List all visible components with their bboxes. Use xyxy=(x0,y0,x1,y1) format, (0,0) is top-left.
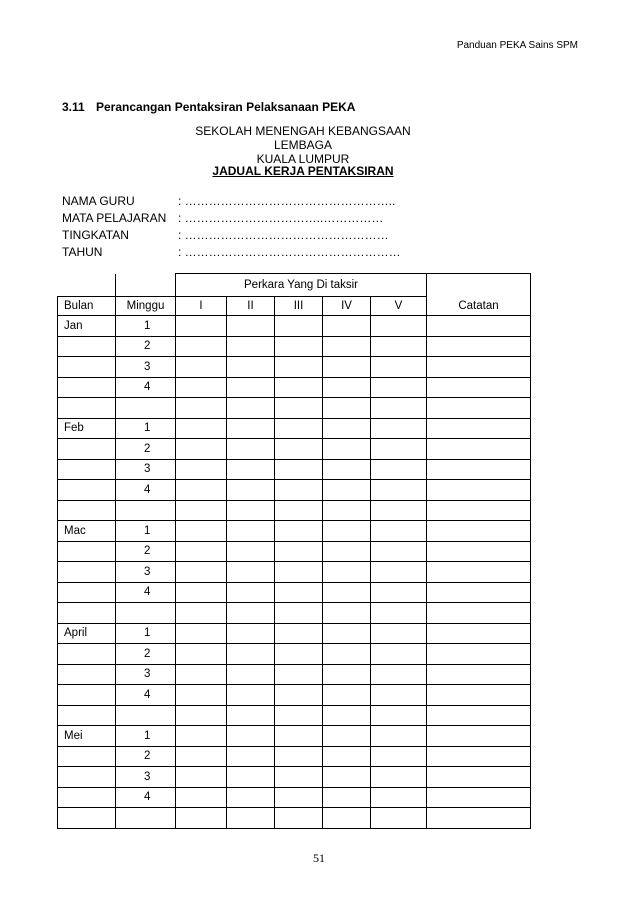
month-cell xyxy=(58,541,116,562)
assessment-cell xyxy=(275,521,323,542)
assessment-cell xyxy=(227,316,275,337)
assessment-cell xyxy=(371,357,427,378)
assessment-cell xyxy=(176,582,227,603)
assessment-cell xyxy=(371,377,427,398)
assessment-cell xyxy=(227,541,275,562)
week-cell xyxy=(116,398,176,419)
month-cell xyxy=(58,439,116,460)
assessment-cell xyxy=(323,705,371,726)
assessment-cell xyxy=(275,377,323,398)
notes-cell xyxy=(427,808,531,829)
notes-cell xyxy=(427,418,531,439)
assessment-cell xyxy=(371,664,427,685)
table-row xyxy=(58,746,531,767)
week-cell: 2 xyxy=(116,439,176,460)
assessment-cell xyxy=(371,562,427,583)
week-cell: 2 xyxy=(116,746,176,767)
week-cell: 4 xyxy=(116,787,176,808)
notes-cell xyxy=(427,480,531,501)
assessment-cell xyxy=(323,787,371,808)
assessment-cell xyxy=(275,418,323,439)
notes-cell xyxy=(427,787,531,808)
week-cell: 1 xyxy=(116,316,176,337)
school-name-line2: KUALA LUMPUR xyxy=(256,152,350,166)
notes-cell xyxy=(427,316,531,337)
assessment-cell xyxy=(275,644,323,665)
week-cell: 4 xyxy=(116,480,176,501)
assessment-cell xyxy=(323,623,371,644)
assessment-cell xyxy=(176,500,227,521)
assessment-cell xyxy=(227,582,275,603)
assessment-cell xyxy=(176,767,227,788)
week-cell: 3 xyxy=(116,562,176,583)
table-row xyxy=(58,377,531,398)
month-cell xyxy=(58,562,116,583)
month-cell xyxy=(58,808,116,829)
assessment-cell xyxy=(176,480,227,501)
assessment-cell xyxy=(371,705,427,726)
assessment-cell xyxy=(323,767,371,788)
assessment-cell xyxy=(275,541,323,562)
assessment-cell xyxy=(176,357,227,378)
assessment-cell xyxy=(176,603,227,624)
assessment-cell xyxy=(176,398,227,419)
month-cell: Mei xyxy=(58,726,116,747)
assessment-cell xyxy=(323,398,371,419)
field-teacher-name xyxy=(62,194,401,211)
month-cell xyxy=(58,746,116,767)
week-cell: 2 xyxy=(116,541,176,562)
assessment-cell xyxy=(371,439,427,460)
assessment-cell xyxy=(275,603,323,624)
assessment-cell xyxy=(176,664,227,685)
assessment-cell xyxy=(275,746,323,767)
assessment-cell xyxy=(275,459,323,480)
table-row xyxy=(58,316,531,337)
month-cell: Feb xyxy=(58,418,116,439)
notes-cell xyxy=(427,685,531,706)
table-header-row-1 xyxy=(58,274,531,297)
assessment-cell xyxy=(371,582,427,603)
assessment-cell xyxy=(371,541,427,562)
table-row xyxy=(58,439,531,460)
notes-cell xyxy=(427,562,531,583)
group-header: Perkara Yang Di taksir xyxy=(176,274,427,297)
assessment-cell xyxy=(176,787,227,808)
week-cell: 1 xyxy=(116,726,176,747)
assessment-cell xyxy=(275,767,323,788)
table-row xyxy=(58,787,531,808)
assessment-cell xyxy=(323,808,371,829)
field-value: : ……………………………..…………… xyxy=(178,211,384,225)
week-cell: 3 xyxy=(116,357,176,378)
assessment-cell xyxy=(323,664,371,685)
table-row xyxy=(58,767,531,788)
assessment-cell xyxy=(323,746,371,767)
header-col-5: V xyxy=(371,297,427,316)
assessment-cell xyxy=(275,787,323,808)
header-col-2: II xyxy=(227,297,275,316)
week-cell: 1 xyxy=(116,521,176,542)
section-title: Perancangan Pentaksiran Pelaksanaan PEKA xyxy=(96,100,356,114)
table-row xyxy=(58,582,531,603)
month-cell xyxy=(58,787,116,808)
empty-header-cell xyxy=(58,274,116,297)
assessment-cell xyxy=(323,582,371,603)
assessment-cell xyxy=(371,726,427,747)
assessment-cell xyxy=(275,726,323,747)
month-cell xyxy=(58,685,116,706)
school-name-line1: SEKOLAH MENENGAH KEBANGSAAN LEMBAGA xyxy=(195,124,411,152)
assessment-cell xyxy=(227,398,275,419)
page-number: 51 xyxy=(313,851,325,865)
assessment-cell xyxy=(227,623,275,644)
week-cell xyxy=(116,808,176,829)
month-cell xyxy=(58,357,116,378)
assessment-cell xyxy=(323,562,371,583)
assessment-cell xyxy=(227,500,275,521)
assessment-cell xyxy=(371,603,427,624)
assessment-cell xyxy=(275,685,323,706)
assessment-cell xyxy=(227,644,275,665)
assessment-cell xyxy=(275,439,323,460)
month-cell xyxy=(58,377,116,398)
notes-cell xyxy=(427,439,531,460)
spacer-row xyxy=(58,398,531,419)
assessment-cell xyxy=(275,562,323,583)
assessment-cell xyxy=(176,808,227,829)
month-cell xyxy=(58,459,116,480)
table-row xyxy=(58,357,531,378)
assessment-cell xyxy=(371,480,427,501)
header-col-3: III xyxy=(275,297,323,316)
assessment-cell xyxy=(176,541,227,562)
table-row xyxy=(58,623,531,644)
assessment-cell xyxy=(227,562,275,583)
assessment-cell xyxy=(275,582,323,603)
empty-header-cell xyxy=(427,274,531,297)
assessment-cell xyxy=(371,398,427,419)
assessment-cell xyxy=(275,664,323,685)
assessment-cell xyxy=(176,377,227,398)
spacer-row xyxy=(58,808,531,829)
assessment-cell xyxy=(323,541,371,562)
notes-cell xyxy=(427,377,531,398)
field-year xyxy=(62,245,401,262)
assessment-cell xyxy=(323,418,371,439)
document-title xyxy=(178,164,428,178)
field-label: TINGKATAN xyxy=(62,228,129,242)
assessment-cell xyxy=(176,726,227,747)
header-month: Bulan xyxy=(58,297,116,316)
notes-cell xyxy=(427,582,531,603)
assessment-cell xyxy=(323,336,371,357)
month-cell xyxy=(58,336,116,357)
assessment-cell xyxy=(227,439,275,460)
field-form xyxy=(62,228,401,245)
week-cell: 4 xyxy=(116,582,176,603)
document-title-text: JADUAL KERJA PENTAKSIRAN xyxy=(212,164,394,178)
assessment-cell xyxy=(227,705,275,726)
notes-cell xyxy=(427,357,531,378)
table-row xyxy=(58,336,531,357)
month-cell xyxy=(58,603,116,624)
week-cell xyxy=(116,705,176,726)
assessment-cell xyxy=(227,746,275,767)
notes-cell xyxy=(427,644,531,665)
info-fields xyxy=(62,194,401,262)
notes-cell xyxy=(427,398,531,419)
assessment-cell xyxy=(275,398,323,419)
table-row xyxy=(58,418,531,439)
week-cell: 4 xyxy=(116,377,176,398)
assessment-cell xyxy=(275,808,323,829)
assessment-cell xyxy=(371,685,427,706)
assessment-cell xyxy=(371,623,427,644)
table-row xyxy=(58,459,531,480)
table-row xyxy=(58,644,531,665)
notes-cell xyxy=(427,623,531,644)
assessment-cell xyxy=(371,644,427,665)
assessment-cell xyxy=(371,787,427,808)
assessment-cell xyxy=(176,685,227,706)
assessment-cell xyxy=(176,336,227,357)
assessment-cell xyxy=(227,808,275,829)
header-col-1: I xyxy=(176,297,227,316)
assessment-cell xyxy=(227,685,275,706)
empty-header-cell xyxy=(116,274,176,297)
assessment-cell xyxy=(227,480,275,501)
assessment-cell xyxy=(275,336,323,357)
section-heading xyxy=(62,100,355,114)
notes-cell xyxy=(427,746,531,767)
assessment-cell xyxy=(275,623,323,644)
assessment-cell xyxy=(371,316,427,337)
week-cell: 1 xyxy=(116,623,176,644)
assessment-cell xyxy=(227,418,275,439)
assessment-cell xyxy=(323,726,371,747)
assessment-cell xyxy=(371,767,427,788)
month-cell xyxy=(58,644,116,665)
week-cell: 4 xyxy=(116,685,176,706)
notes-cell xyxy=(427,726,531,747)
week-cell: 3 xyxy=(116,664,176,685)
assessment-cell xyxy=(227,767,275,788)
notes-cell xyxy=(427,664,531,685)
assessment-cell xyxy=(323,357,371,378)
assessment-cell xyxy=(275,480,323,501)
assessment-cell xyxy=(227,664,275,685)
school-name xyxy=(178,124,428,166)
month-cell xyxy=(58,582,116,603)
field-subject xyxy=(62,211,401,228)
assessment-cell xyxy=(227,336,275,357)
spacer-row xyxy=(58,705,531,726)
notes-cell xyxy=(427,705,531,726)
assessment-cell xyxy=(227,521,275,542)
month-cell: Jan xyxy=(58,316,116,337)
field-value: : ……………………………………………… xyxy=(178,245,401,259)
assessment-cell xyxy=(371,808,427,829)
week-cell xyxy=(116,603,176,624)
week-cell: 1 xyxy=(116,418,176,439)
field-label: NAMA GURU xyxy=(62,194,135,208)
assessment-cell xyxy=(176,623,227,644)
field-label: MATA PELAJARAN xyxy=(62,211,167,225)
month-cell xyxy=(58,767,116,788)
assessment-cell xyxy=(176,316,227,337)
month-cell xyxy=(58,398,116,419)
assessment-cell xyxy=(176,439,227,460)
table-row xyxy=(58,726,531,747)
table-row xyxy=(58,521,531,542)
week-cell: 3 xyxy=(116,459,176,480)
notes-cell xyxy=(427,541,531,562)
assessment-cell xyxy=(227,377,275,398)
notes-cell xyxy=(427,336,531,357)
field-value: : …………………………………………….. xyxy=(178,194,396,208)
assessment-cell xyxy=(275,357,323,378)
table-row xyxy=(58,685,531,706)
table-row xyxy=(58,562,531,583)
notes-cell xyxy=(427,767,531,788)
assessment-cell xyxy=(323,685,371,706)
month-cell xyxy=(58,664,116,685)
assessment-cell xyxy=(275,316,323,337)
field-label: TAHUN xyxy=(62,245,103,259)
assessment-cell xyxy=(227,357,275,378)
assessment-cell xyxy=(176,562,227,583)
table-row xyxy=(58,480,531,501)
assessment-cell xyxy=(323,603,371,624)
header-week: Minggu xyxy=(116,297,176,316)
assessment-cell xyxy=(227,603,275,624)
assessment-cell xyxy=(227,459,275,480)
assessment-cell xyxy=(371,521,427,542)
running-header: Panduan PEKA Sains SPM xyxy=(456,40,578,51)
assessment-cell xyxy=(323,521,371,542)
spacer-row xyxy=(58,500,531,521)
month-cell: Mac xyxy=(58,521,116,542)
assessment-cell xyxy=(275,705,323,726)
week-cell: 2 xyxy=(116,644,176,665)
week-cell xyxy=(116,500,176,521)
month-cell xyxy=(58,480,116,501)
assessment-cell xyxy=(323,439,371,460)
assessment-cell xyxy=(371,418,427,439)
assessment-cell xyxy=(275,500,323,521)
month-cell xyxy=(58,500,116,521)
notes-cell xyxy=(427,603,531,624)
assessment-cell xyxy=(323,377,371,398)
assessment-cell xyxy=(227,726,275,747)
table-header-row-2 xyxy=(58,297,531,316)
assessment-schedule-table xyxy=(57,273,531,829)
section-number: 3.11 xyxy=(62,100,85,114)
assessment-cell xyxy=(371,746,427,767)
assessment-cell xyxy=(371,459,427,480)
table-row xyxy=(58,541,531,562)
assessment-cell xyxy=(323,644,371,665)
assessment-cell xyxy=(323,500,371,521)
notes-cell xyxy=(427,500,531,521)
assessment-cell xyxy=(323,316,371,337)
assessment-cell xyxy=(176,521,227,542)
assessment-cell xyxy=(176,705,227,726)
header-col-4: IV xyxy=(323,297,371,316)
notes-cell xyxy=(427,459,531,480)
week-cell: 3 xyxy=(116,767,176,788)
month-cell xyxy=(58,705,116,726)
assessment-cell xyxy=(176,644,227,665)
assessment-cell xyxy=(323,480,371,501)
assessment-cell xyxy=(371,336,427,357)
field-value: : …………………………………………… xyxy=(178,228,389,242)
assessment-cell xyxy=(371,500,427,521)
spacer-row xyxy=(58,603,531,624)
header-notes: Catatan xyxy=(427,297,531,316)
assessment-cell xyxy=(176,459,227,480)
assessment-cell xyxy=(323,459,371,480)
week-cell: 2 xyxy=(116,336,176,357)
assessment-cell xyxy=(227,787,275,808)
table-row xyxy=(58,664,531,685)
month-cell: April xyxy=(58,623,116,644)
assessment-cell xyxy=(176,418,227,439)
assessment-cell xyxy=(176,746,227,767)
notes-cell xyxy=(427,521,531,542)
